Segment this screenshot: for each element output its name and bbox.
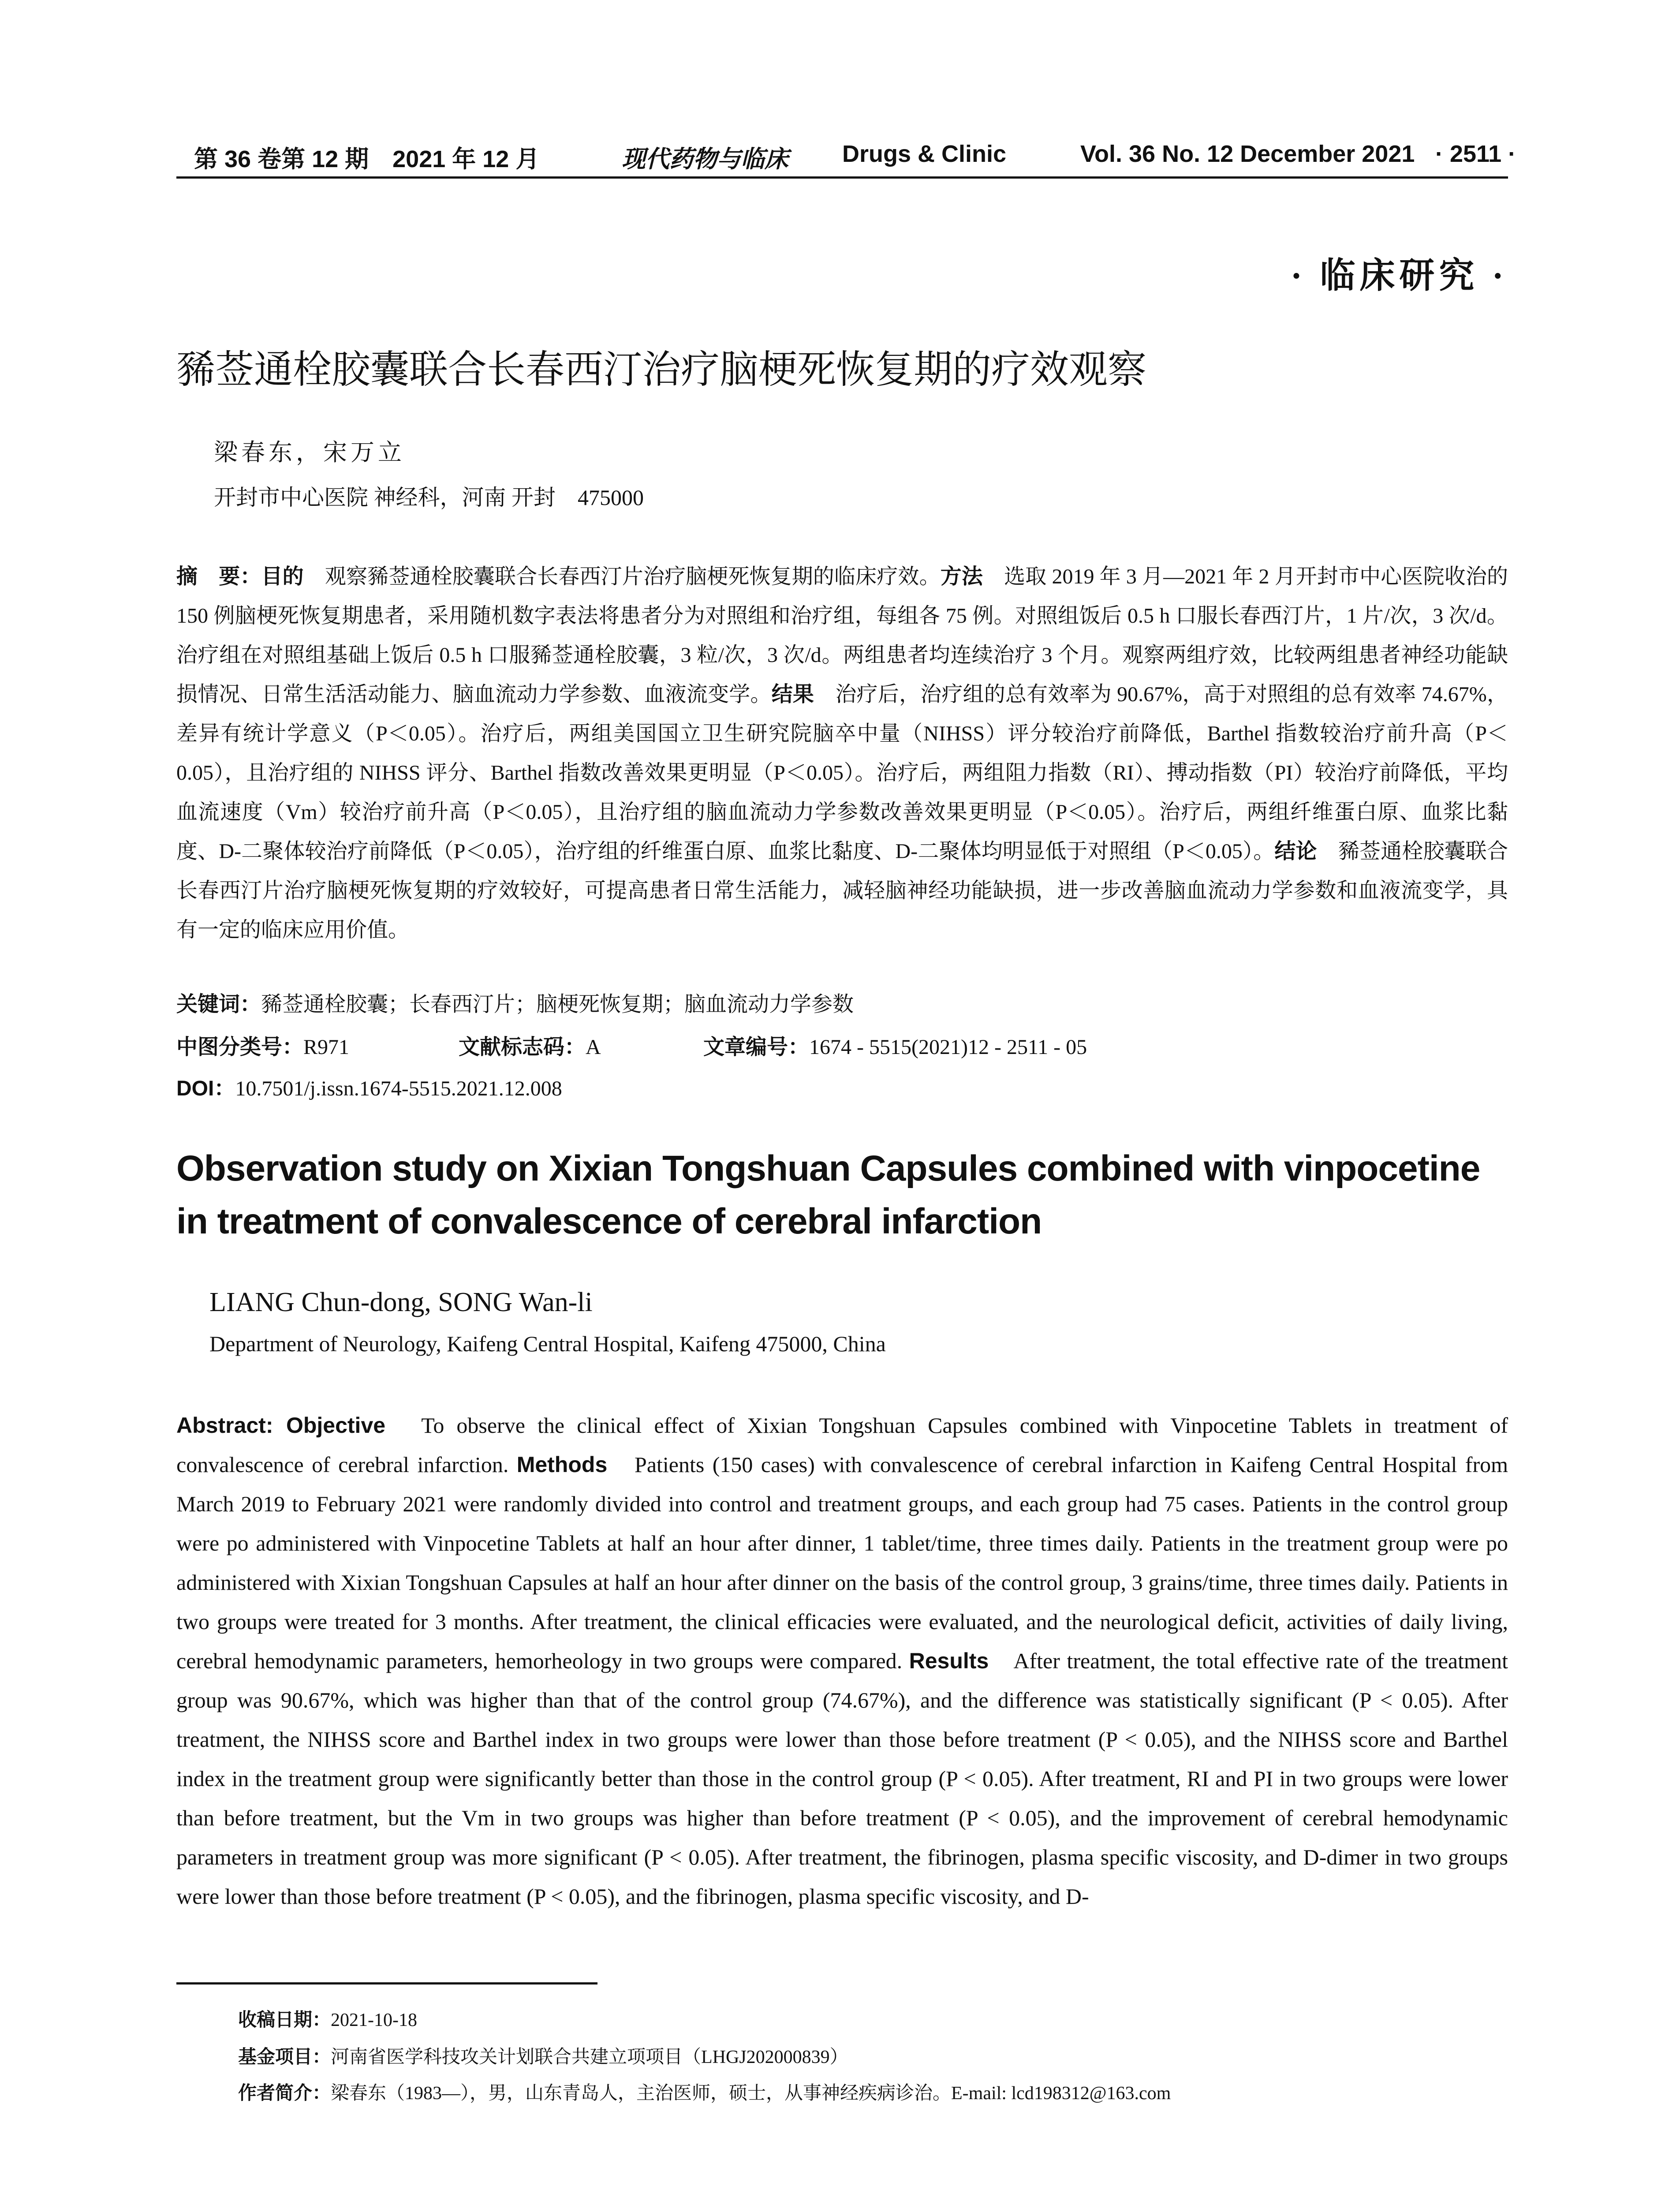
doc-code-label: 文献标志码： bbox=[459, 1035, 586, 1059]
affiliation-en: Department of Neurology, Kaifeng Central Hospital, Kaifeng 475000, China bbox=[209, 1331, 886, 1356]
fund-label: 基金项目： bbox=[238, 2046, 331, 2067]
clc-value: R971 bbox=[303, 1035, 350, 1059]
abstract-cn-label: 摘 要： bbox=[176, 565, 261, 588]
issue-cn: 第 36 卷第 12 期 2021 年 12 月 bbox=[194, 146, 540, 172]
results-text: 治疗后，治疗组的总有效率为 90.67%，高于对照组的总有效率 74.67%，差异有统计学意义（P＜0.05）。治疗后，两组美国国立卫生研究院脑卒中量（NIHSS）评分较治疗前降低，Barthel 指数较治疗前升高（P＜0.05），且治疗组的 NIHSS 评分、Barthel 指数改善效果更明显（P＜0.05）。治疗后，两组阻力指数（RI）、搏动指数（PI）较治疗前降低，平均血流速度（Vm）较治疗前升高（P＜0.05），且治疗组的脑血流动力学参数改善效果更明显（P＜0.05）。治疗后，两组纤维蛋白原、血浆比黏度、D-二聚体较治疗前降低（P＜0.05），治疗组的纤维蛋白原、血浆比黏度、D-二聚体均明显低于对照组（P＜0.05）。 bbox=[176, 683, 1508, 863]
header-rule bbox=[176, 176, 1508, 179]
title-cn: 豨莶通栓胶囊联合长春西汀治疗脑梗死恢复期的疗效观察 bbox=[176, 348, 1147, 391]
methods-label-en: Methods bbox=[516, 1452, 608, 1477]
doi-label: DOI： bbox=[176, 1077, 235, 1100]
article-number bbox=[703, 1030, 1087, 1060]
conclusion-label: 结论 bbox=[1274, 840, 1317, 863]
received-label: 收稿日期： bbox=[238, 2009, 331, 2030]
objective-text-en: To observe the clinical effect of Xixian Tongshuan Capsules combined with Vinpocetine Tablets in treatment of convalescence of cerebral infarction. bbox=[176, 1413, 1508, 1477]
document-code bbox=[459, 1030, 601, 1060]
footnote-fund bbox=[238, 2042, 848, 2069]
conclusion-text: 豨莶通栓胶囊联合长春西汀片治疗脑梗死恢复期的疗效较好，可提高患者日常生活能力，减轻脑神经功能缺损，进一步改善脑血流动力学参数和血液流变学，具有一定的临床应用价值。 bbox=[176, 840, 1508, 942]
clc-number bbox=[176, 1030, 349, 1060]
doc-code-value: A bbox=[586, 1035, 601, 1059]
article-number-label: 文章编号： bbox=[703, 1035, 810, 1059]
author-bio-text: 梁春东（1983—），男，山东青岛人，主治医师，硕士，从事神经疾病诊治。E-mail: lcd198312@163.com bbox=[331, 2083, 1171, 2104]
objective-label: 目的 bbox=[261, 565, 304, 588]
objective-label-en: Objective bbox=[286, 1413, 386, 1438]
methods-label: 方法 bbox=[940, 565, 983, 588]
methods-text-en: Patients (150 cases) with convalescence of cerebral infarction in Kaifeng Central Hospital from March 2019 to February 2021 were randomly divided into control and treatment groups, and each group had 75 cases. Patients in the control group were po administered with Vinpocetine Tablets at half an hour after dinner, 1 tablet/time, three times daily. Patients in the treatment group were po administered with Xixian Tongshuan Capsules at half an hour after dinner on the basis of the control group, 3 grains/time, three times daily. Patients in two groups were treated for 3 months. After treatment, the clinical efficacies were evaluated, and the neurological deficit, activities of daily living, cerebral hemodynamic parameters, hemorheology in two groups were compared. bbox=[176, 1452, 1508, 1673]
received-date: 2021-10-18 bbox=[331, 2010, 417, 2030]
page-number: · 2511 · bbox=[1435, 141, 1516, 167]
issue-en: Vol. 36 No. 12 December 2021 bbox=[1080, 141, 1415, 167]
doi-line bbox=[176, 1071, 562, 1102]
section-tag: · 临床研究 · bbox=[1290, 257, 1508, 295]
clc-label: 中图分类号： bbox=[176, 1035, 304, 1059]
running-header bbox=[176, 140, 1516, 180]
journal-name-cn: 现代药物与临床 bbox=[622, 146, 788, 172]
authors-cn: 梁春东，宋万立 bbox=[214, 439, 405, 466]
abstract-en bbox=[176, 1406, 1508, 1916]
results-text-en: After treatment, the total effective rate of the treatment group was 90.67%, which was higher than that of the control group (74.67%), and the difference was statistically significant (P < 0.05). After treatment, the NIHSS score and Barthel index in two groups were lower than those before treatment (P < 0.05), and the NIHSS score and Barthel index in the treatment group were significantly better than those in the control group (P < 0.05). After treatment, RI and PI in two groups were lower than before treatment, but the Vm in two groups was higher than before treatment (P < 0.05), and the improvement of cerebral hemodynamic parameters in treatment group was more significant (P < 0.05). After treatment, the fibrinogen, plasma specific viscosity, and D-dimer in two groups were lower than those before treatment (P < 0.05), and the fibrinogen, plasma specific viscosity, and D- bbox=[176, 1648, 1508, 1909]
article-number-value: 1674 - 5515(2021)12 - 2511 - 05 bbox=[809, 1035, 1087, 1059]
results-label-en: Results bbox=[909, 1648, 989, 1673]
results-label: 结果 bbox=[771, 683, 814, 706]
keywords-label: 关键词： bbox=[176, 993, 261, 1016]
journal-name-en: Drugs & Clinic bbox=[842, 141, 1007, 167]
doi-value[interactable]: 10.7501/j.issn.1674-5515.2021.12.008 bbox=[235, 1077, 562, 1100]
methods-text: 选取 2019 年 3 月—2021 年 2 月开封市中心医院收治的 150 例脑梗死恢复期患者，采用随机数字表法将患者分为对照组和治疗组，每组各 75 例。对照组饭后 0.5 h 口服长春西汀片，1 片/次，3 次/d。治疗组在对照组基础上饭后 0.5 h 口服豨莶通栓胶囊，3 粒/次，3 次/d。两组患者均连续治疗 3 个月。观察两组疗效，比较两组患者神经功能缺损情况、日常生活活动能力、脑血流动力学参数、血液流变学。 bbox=[176, 565, 1508, 706]
footnote-received bbox=[238, 2005, 417, 2032]
footnote-rule bbox=[176, 1982, 597, 1984]
authors-en: LIANG Chun-dong, SONG Wan-li bbox=[209, 1287, 593, 1317]
abstract-en-label: Abstract: bbox=[176, 1413, 286, 1438]
title-en: Observation study on Xixian Tongshuan Capsules combined with vinpocetine in treatment of convalescence of cerebral infarction bbox=[176, 1148, 1480, 1241]
objective-text: 观察豨莶通栓胶囊联合长春西汀片治疗脑梗死恢复期的临床疗效。 bbox=[303, 565, 941, 588]
affiliation-cn: 开封市中心医院 神经科，河南 开封 475000 bbox=[214, 485, 644, 510]
fund-text: 河南省医学科技攻关计划联合共建立项项目（LHGJ202000839） bbox=[331, 2047, 848, 2067]
keywords-line bbox=[176, 987, 854, 1017]
footnote-author bbox=[238, 2078, 1171, 2105]
keywords-text: 豨莶通栓胶囊；长春西汀片；脑梗死恢复期；脑血流动力学参数 bbox=[261, 993, 854, 1016]
author-bio-label: 作者简介： bbox=[238, 2082, 331, 2103]
abstract-cn bbox=[176, 557, 1508, 949]
